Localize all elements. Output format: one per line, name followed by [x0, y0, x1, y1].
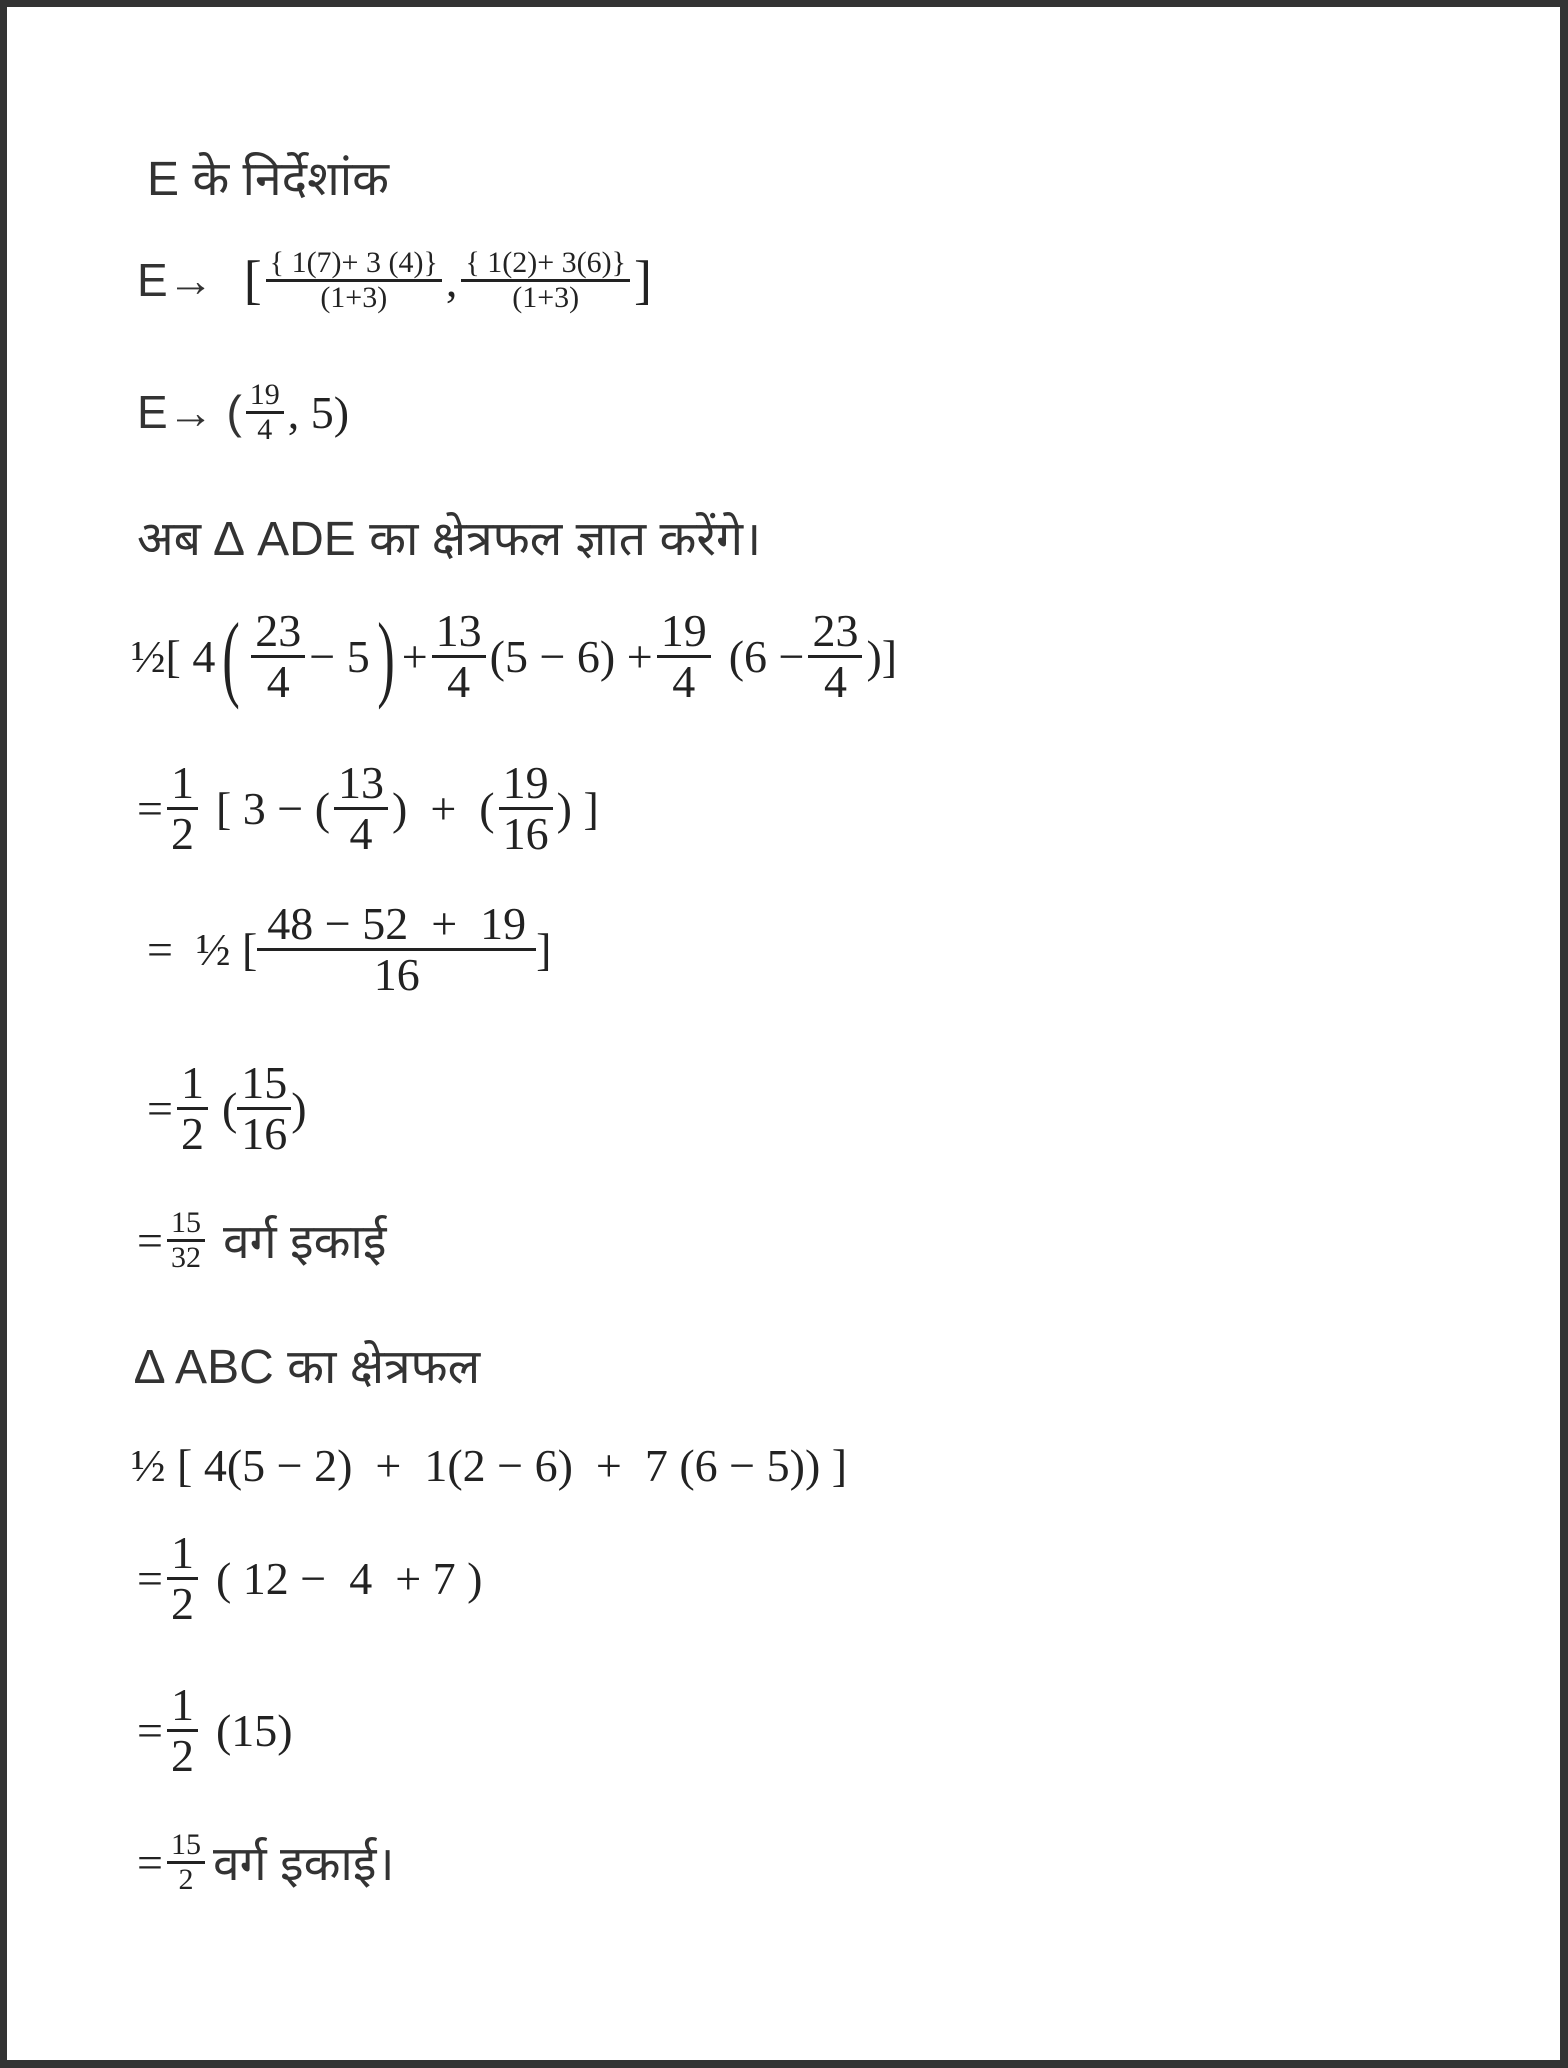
ade-step-2 — [137, 759, 599, 859]
heading-text: E के निर्देशांक — [147, 153, 390, 206]
fraction-23-4 — [251, 607, 305, 707]
term-minus-5: − 5 — [309, 631, 370, 683]
e-section-formula — [137, 247, 652, 313]
denominator: 2 — [170, 1730, 194, 1782]
denominator: 4 — [823, 656, 847, 708]
document-page — [7, 7, 1560, 2060]
numerator: 1 — [170, 1527, 194, 1578]
fraction-15-2 — [167, 1829, 205, 1895]
ade-step-3 — [147, 900, 551, 1000]
numerator: 23 — [255, 605, 302, 656]
fraction-half — [167, 1529, 198, 1629]
numerator: 1 — [170, 1679, 194, 1730]
abc-area-intro — [135, 1333, 480, 1398]
value-15: (15) — [215, 1705, 293, 1757]
equals-sign: = — [137, 1836, 163, 1888]
fraction-half — [167, 1681, 198, 1781]
heading-e-coordinates — [147, 145, 389, 210]
denominator: 2 — [180, 1108, 204, 1160]
abc-step-3 — [137, 1681, 293, 1781]
fraction-15-32 — [167, 1207, 205, 1273]
ade-step-4 — [147, 1059, 307, 1159]
denominator: 4 — [447, 656, 471, 708]
denominator: 4 — [349, 808, 373, 860]
denominator: 2 — [178, 1862, 194, 1896]
unit-label: वर्ग इकाई। — [212, 1837, 395, 1891]
fraction-13-4 — [432, 607, 486, 707]
plus-term: ) + ( — [392, 783, 495, 835]
denominator: 16 — [373, 949, 420, 1001]
e-result-prefix: E→ ( — [137, 386, 242, 438]
numerator: 15 — [170, 1206, 201, 1239]
close-bracket: ] — [536, 924, 552, 976]
half-open-bracket: ½[ 4 — [131, 631, 216, 683]
numerator: 15 — [170, 1828, 201, 1861]
ade-area-result — [137, 1207, 386, 1273]
right-paren: ) — [376, 602, 395, 710]
comma: , — [445, 254, 458, 306]
denominator: 4 — [266, 656, 290, 708]
e-coordinates-result — [137, 379, 349, 445]
fraction-half — [177, 1059, 208, 1159]
ade-step-1 — [131, 602, 898, 710]
close-paren: ) — [291, 1083, 307, 1135]
fraction-19-4 — [246, 379, 284, 445]
equals-sign: = — [137, 1553, 163, 1605]
numerator: 48 − 52 + 19 — [267, 898, 527, 949]
denominator: (1+3) — [320, 280, 388, 314]
equals-sign: = — [137, 783, 163, 835]
ade-area-intro — [137, 505, 761, 570]
e-arrow-label: E→ — [137, 254, 214, 306]
plus-sign: + — [401, 631, 428, 683]
close-bracket: ) ] — [556, 783, 599, 835]
numerator: 1 — [180, 1057, 204, 1108]
denominator: 16 — [502, 808, 549, 860]
equals-sign: = — [137, 1214, 163, 1266]
denominator: 16 — [241, 1108, 288, 1160]
abc-intro-text: ∆ ABC का क्षेत्रफल — [135, 1341, 481, 1394]
e-result-suffix: , 5) — [287, 386, 350, 438]
denominator: 4 — [257, 412, 273, 446]
numerator: 13 — [435, 605, 482, 656]
unit-label: वर्ग इकाई — [222, 1215, 387, 1269]
denominator: 4 — [672, 656, 696, 708]
numerator: 23 — [812, 605, 859, 656]
abc-step-1 — [131, 1439, 847, 1492]
term-3-minus: [ 3 − ( — [215, 783, 331, 835]
equals-half-bracket: = ½ [ — [147, 924, 258, 976]
abc-step-2 — [137, 1529, 482, 1629]
fraction-y — [461, 247, 630, 313]
denominator: 2 — [170, 1578, 194, 1630]
fraction-x — [266, 247, 442, 313]
numerator: 19 — [249, 378, 280, 411]
equals-sign: = — [147, 1083, 173, 1135]
sum-expression: ( 12 − 4 + 7 ) — [215, 1553, 483, 1605]
fraction-half — [167, 759, 198, 859]
open-paren: ( — [221, 1083, 238, 1135]
left-paren: ( — [222, 602, 241, 710]
numerator: 13 — [338, 757, 385, 808]
denominator: (1+3) — [512, 280, 580, 314]
numerator: { 1(7)+ 3 (4)} — [269, 246, 438, 279]
numerator: 19 — [660, 605, 707, 656]
fraction-15-16 — [237, 1059, 291, 1159]
term-5-minus-6: (5 − 6) + — [489, 631, 653, 683]
denominator: 2 — [170, 808, 194, 860]
abc-area-result — [137, 1829, 395, 1895]
fraction-13-4 — [334, 759, 388, 859]
denominator: 32 — [170, 1240, 201, 1274]
fraction-19-16 — [499, 759, 553, 859]
close-brackets: )] — [866, 631, 898, 683]
fraction-19-4 — [657, 607, 711, 707]
numerator: 19 — [502, 757, 549, 808]
fraction-sum-over-16 — [257, 900, 536, 1000]
equals-sign: = — [137, 1705, 163, 1757]
open-bracket: [ — [243, 250, 262, 310]
term-6-minus: (6 − — [728, 631, 805, 683]
numerator: { 1(2)+ 3(6)} — [465, 246, 627, 279]
fraction-23-4 — [808, 607, 862, 707]
close-bracket: ] — [634, 250, 653, 310]
numerator: 1 — [170, 757, 194, 808]
abc-formula: ½ [ 4(5 − 2) + 1(2 − 6) + 7 (6 − 5)) ] — [131, 1440, 848, 1491]
numerator: 15 — [241, 1057, 288, 1108]
ade-intro-text: अब ∆ ADE का क्षेत्रफल ज्ञात करेंगे। — [137, 513, 762, 566]
